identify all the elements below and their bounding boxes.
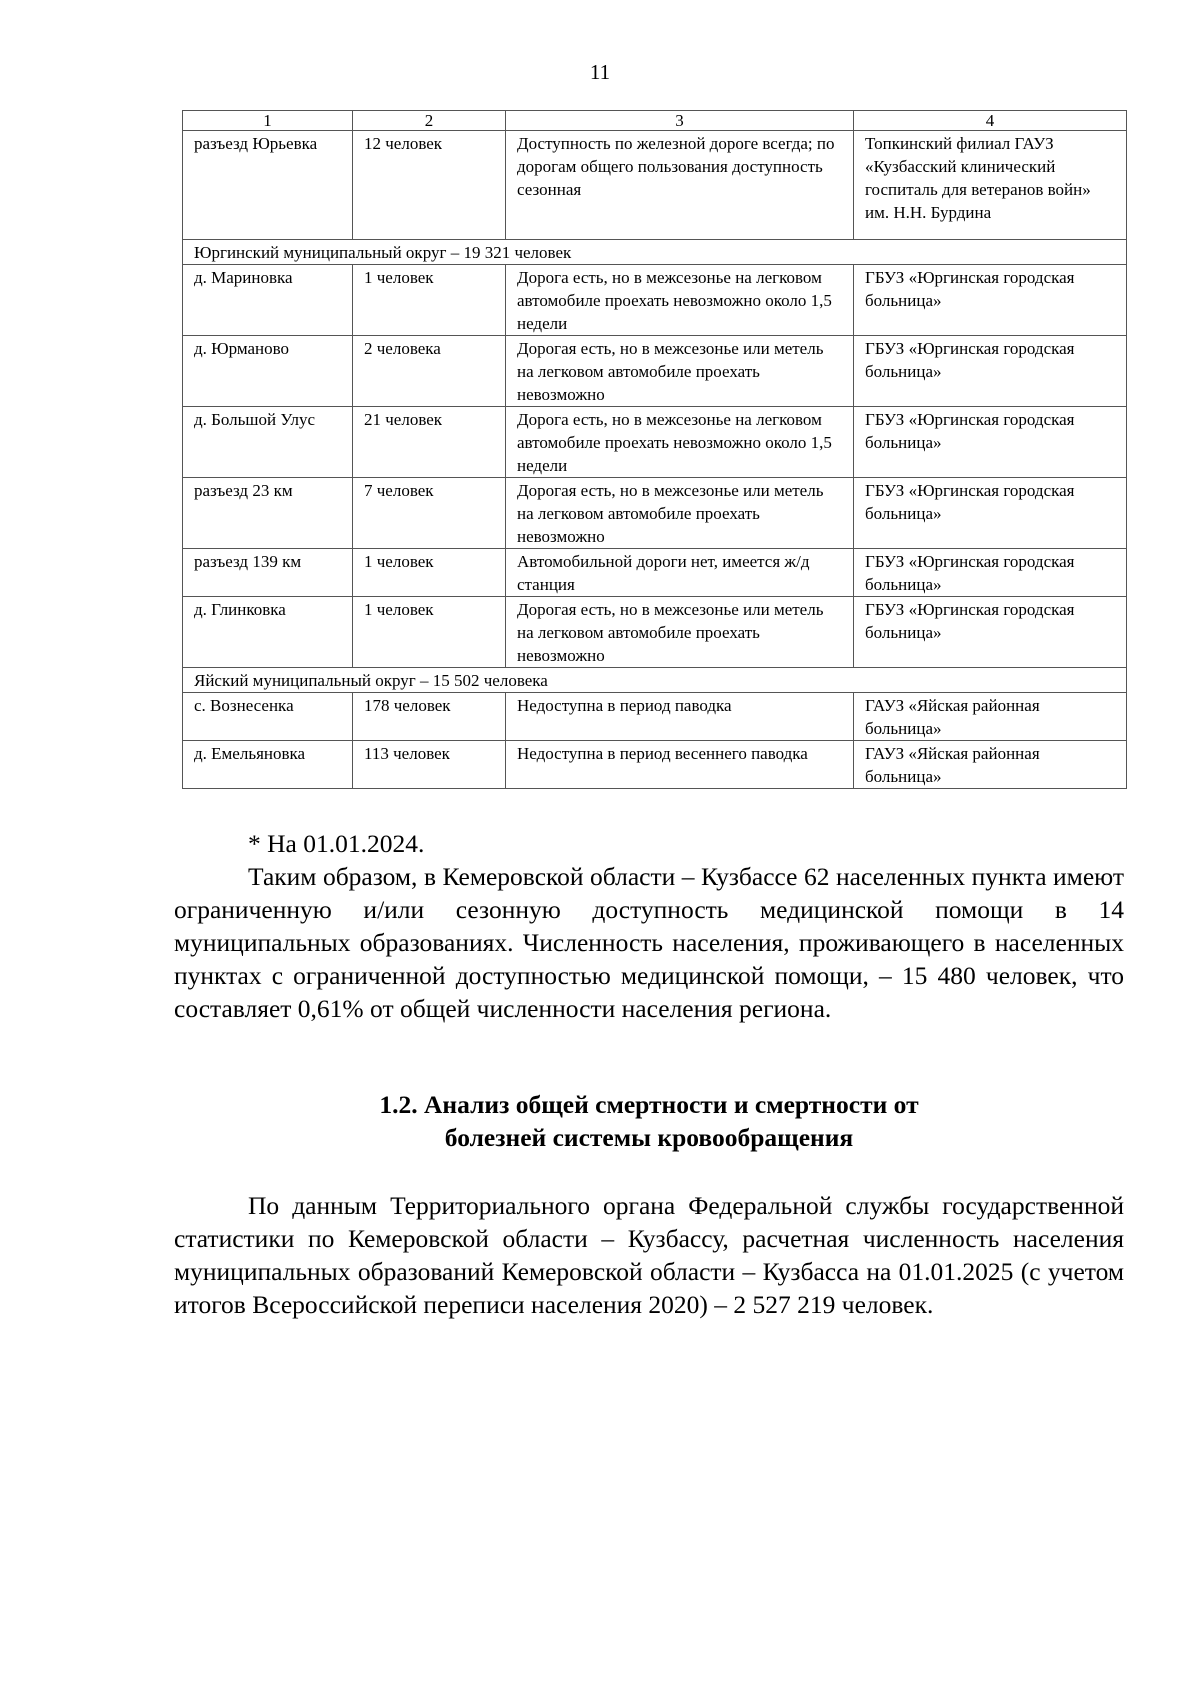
accessibility-cell: Дорогая есть, но в межсезонье или метель на легковом автомобиле проехать невозможно <box>506 478 854 549</box>
table-row <box>183 131 1127 240</box>
settlement-cell: д. Большой Улус <box>183 407 353 478</box>
column-number-2: 2 <box>353 111 506 131</box>
paragraph-population: По данным Территориального органа Федеральной службы государственной статистики по Кемеровской области – Кузбассу, расчетная численность населения муниципальных образований Кемеровской области – Кузбасса на 01.01.2025 (с учетом итогов Всероссийской переписи населения 2020) – 2 527 219 человек. <box>174 1191 1124 1319</box>
facility-cell: Топкинский филиал ГАУЗ «Кузбасский клинический госпиталь для ветеранов войн» им. Н.Н. Бурдина <box>854 131 1127 240</box>
accessibility-cell: Дорога есть, но в межсезонье на легковом автомобиле проехать невозможно около 1,5 недели <box>506 407 854 478</box>
population-cell: 1 человек <box>353 265 506 336</box>
settlement-cell: разъезд 139 км <box>183 549 353 597</box>
accessibility-cell: Автомобильной дороги нет, имеется ж/д станция <box>506 549 854 597</box>
settlement-cell: разъезд Юрьевка <box>183 131 353 240</box>
table-row <box>183 693 1127 741</box>
table-row <box>183 336 1127 407</box>
facility-cell: ГБУЗ «Юргинская городская больница» <box>854 265 1127 336</box>
population-cell: 7 человек <box>353 478 506 549</box>
table-row <box>183 407 1127 478</box>
accessibility-cell: Дорогая есть, но в межсезонье или метель на легковом автомобиле проехать невозможно <box>506 336 854 407</box>
population-cell: 12 человек <box>353 131 506 240</box>
table-body <box>183 111 1127 789</box>
settlement-cell: разъезд 23 км <box>183 478 353 549</box>
table-row <box>183 741 1127 789</box>
population-cell: 113 человек <box>353 741 506 789</box>
settlements-table <box>182 110 1127 789</box>
column-number-4: 4 <box>854 111 1127 131</box>
group-row <box>183 240 1127 265</box>
table-row <box>183 265 1127 336</box>
facility-cell: ГАУЗ «Яйская районная больница» <box>854 693 1127 741</box>
group-row <box>183 668 1127 693</box>
population-cell: 1 человек <box>353 549 506 597</box>
column-number-3: 3 <box>506 111 854 131</box>
page-number: 11 <box>589 60 611 84</box>
settlement-cell: с. Вознесенка <box>183 693 353 741</box>
population-cell: 2 человека <box>353 336 506 407</box>
group-cell: Юргинский муниципальный округ – 19 321 человек <box>183 240 1127 265</box>
table-row <box>183 549 1127 597</box>
population-cell: 178 человек <box>353 693 506 741</box>
facility-cell: ГАУЗ «Яйская районная больница» <box>854 741 1127 789</box>
table-row <box>183 597 1127 668</box>
population-cell: 1 человек <box>353 597 506 668</box>
facility-cell: ГБУЗ «Юргинская городская больница» <box>854 478 1127 549</box>
facility-cell: ГБУЗ «Юргинская городская больница» <box>854 597 1127 668</box>
column-number-1: 1 <box>183 111 353 131</box>
accessibility-cell: Дорогая есть, но в межсезонье или метель на легковом автомобиле проехать невозможно <box>506 597 854 668</box>
facility-cell: ГБУЗ «Юргинская городская больница» <box>854 336 1127 407</box>
facility-cell: ГБУЗ «Юргинская городская больница» <box>854 549 1127 597</box>
settlement-cell: д. Глинковка <box>183 597 353 668</box>
population-cell: 21 человек <box>353 407 506 478</box>
accessibility-cell: Дорога есть, но в межсезонье на легковом автомобиле проехать невозможно около 1,5 недели <box>506 265 854 336</box>
settlement-cell: д. Емельяновка <box>183 741 353 789</box>
section-heading <box>174 1088 1124 1154</box>
section-heading-line-2: болезней системы кровообращения <box>444 1123 854 1152</box>
accessibility-cell: Доступность по железной дороге всегда; по дорогам общего пользования доступность сезонная <box>506 131 854 240</box>
table-row <box>183 478 1127 549</box>
facility-cell: ГБУЗ «Юргинская городская больница» <box>854 407 1127 478</box>
group-cell: Яйский муниципальный округ – 15 502 человека <box>183 668 1127 693</box>
accessibility-cell: Недоступна в период весеннего паводка <box>506 741 854 789</box>
table-header-row <box>183 111 1127 131</box>
section-heading-line-1: 1.2. Анализ общей смертности и смертности от <box>379 1090 919 1119</box>
settlement-cell: д. Юрманово <box>183 336 353 407</box>
footnote: * На 01.01.2024. <box>248 829 425 858</box>
accessibility-cell: Недоступна в период паводка <box>506 693 854 741</box>
settlement-cell: д. Мариновка <box>183 265 353 336</box>
paragraph-summary: Таким образом, в Кемеровской области – Кузбассе 62 населенных пункта имеют ограниченную и/или сезонную доступность медицинской помощи в 14 муниципальных образованиях. Численность населения, проживающего в населенных пунктах с ограниченной доступностью медицинской помощи, – 15 480 человек, что составляет 0,61% от общей численности населения региона. <box>174 862 1124 1023</box>
